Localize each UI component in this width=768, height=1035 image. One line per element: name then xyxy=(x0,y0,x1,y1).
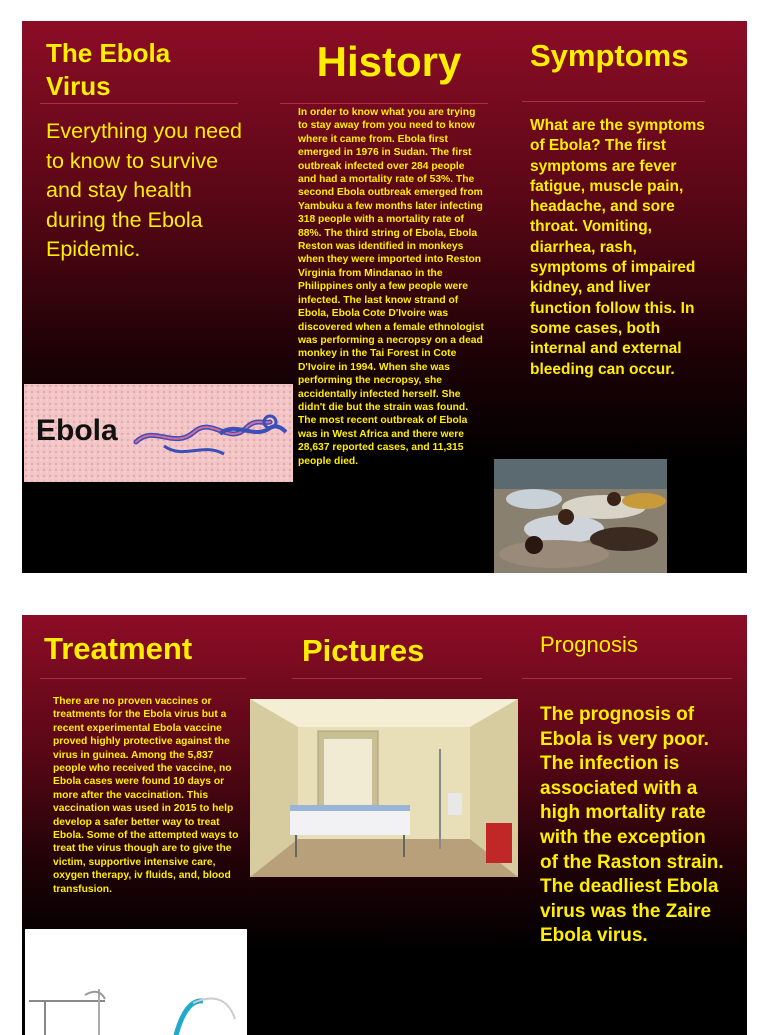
intro-text: Everything you need to know to survive and stay health during the Ebola Epidemic. xyxy=(46,119,243,261)
pictures-title: Pictures xyxy=(302,633,425,668)
ebola-virus-title: The Ebola Virus xyxy=(46,38,171,101)
treatment-text: There are no proven vaccines or treatments for the Ebola virus but a recent experimental Ebola vaccine proved highly protective against the virus in guinea. Among the 5,837 people who received the vaccine, no Ebola cases were found 10 days or more after the vaccination. This vaccination was used in 2015 to help develop a safer better way to treat Ebola. Some of the attempted ways to treat the virus though are to give the victim, supportive intensive care, oxygen therapy, iv fluids, and, blood transfusion. xyxy=(53,696,239,895)
symptoms-text: What are the symptoms of Ebola? The first symptoms are fever fatigue, muscle pain, headache, and sore throat. Vomiting, diarrhea, rash, symptoms of impaired kidney, and liver function follow this. In some cases, both internal and external bleeding can occur. xyxy=(530,117,705,378)
ebola-image-label: Ebola xyxy=(36,414,118,447)
treatment-tent-photo xyxy=(250,699,518,877)
history-title: History xyxy=(316,38,462,85)
prognosis-text: The prognosis of Ebola is very poor. The infection is associated with a high mortality rate with the exception of the Raston strain. The deadliest Ebola virus was the Zaire Ebola virus. xyxy=(540,704,724,947)
symptoms-title: Symptoms xyxy=(530,38,689,73)
divider xyxy=(292,678,482,679)
brochure-page-1 xyxy=(22,21,747,573)
divider xyxy=(40,103,238,104)
divider xyxy=(280,103,488,104)
tent-illustration xyxy=(250,699,518,877)
prognosis-title: Prognosis xyxy=(540,632,638,657)
divider xyxy=(522,101,705,102)
patients-illustration xyxy=(494,459,667,573)
iv-equipment-photo xyxy=(25,929,247,1035)
patients-photo xyxy=(494,459,667,573)
iv-illustration xyxy=(25,929,247,1035)
divider xyxy=(522,678,732,679)
history-text: In order to know what you are trying to stay away from you need to know where it came from. Ebola first emerged in 1976 in Sudan. The first outbreak infected over 284 people and had a mortality rate of 53%. The second Ebola outbreak emerged from Yambuku a few months later infecting 318 people with a mortality rate of 88%. The third string of Ebola, Ebola Reston was identified in monkeys when they were imported into Reston Virginia from Mindanao in the Philippines only a few people were infected. The last know strand of Ebola, Ebola Cote D'Ivoire was discovered when a female ethnologist was performing a necropsy on a dead monkey in the Tai Forest in Cote D'Ivoire in 1994. When she was performing the necropsy, she accidentally infected herself. She didn't die but the strain was found. The most recent outbreak of Ebola was in West Africa and there were 28,637 reported cases, and 11,315 people died. xyxy=(298,107,484,467)
brochure-page-2 xyxy=(22,615,747,1035)
treatment-title: Treatment xyxy=(44,631,193,666)
divider xyxy=(40,678,246,679)
ebola-virus-image xyxy=(24,384,293,482)
